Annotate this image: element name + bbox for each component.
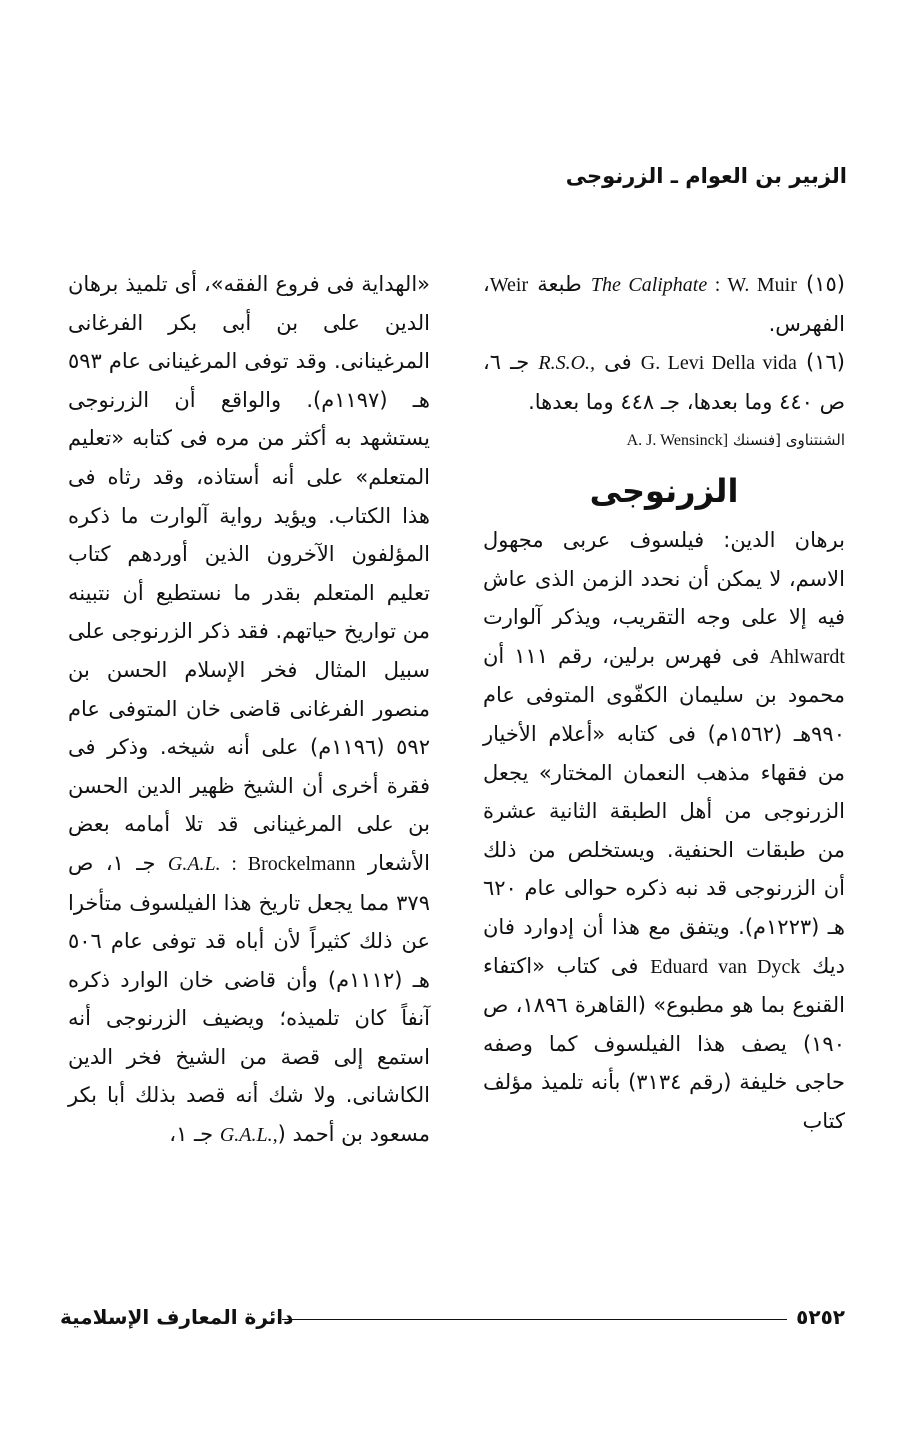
article-body-left: [68, 265, 430, 1155]
body-text-3: فى كتاب «اكتفاء القنوع بما هو مطبوع» (القاهرة ١٨٩٦، ص ١٩٠) يصف هذا الفيلسوف كما وصفه حاجى خليفة (رقم ٣١٣٤) بأنه تلميذ مؤلف كتاب: [483, 953, 846, 1133]
body-text-2: فى فهرس برلين، رقم ١١١ أن محمود بن سليمان الكفّوى المتوفى عام ٩٩٠هـ (١٥٦٢م) فى كتابه «أعلام الأخيار من فقهاء مذهب النعمان المختار» يجعل الزرنوجى من أهل الطبقة الثانية عشرة من طبقات الحنفية. ويستخلص من ذلك أن الزرنوجى قد نبه ذكره حوالى عام ٦٢٠ هـ (١٢٢٣م). ويتفق مع هذا أن إدوارد فان ديك: [483, 643, 846, 978]
left-text-2: جـ ١، ص ٣٧٩ مما يجعل تاريخ هذا الفيلسوف متأخرا عن ذلك كثيراً لأن أباه قد توفى عام ٥٠٦ هـ (١١١٢م) وأن قاضى خان الوارد ذكره آنفاً كان تلميذه؛ ويضيف الزرنوجى أنه استمع إلى قصة من الشيخ فخر الدين الكاشانى. ولا شك أنه قصد بذلك أبا بكر مسعود بن أحمد (: [68, 850, 430, 1147]
footnote-15-arabic-1: طبعة: [537, 272, 582, 296]
right-column: [483, 265, 845, 1140]
left-latin-gal-2: G.A.L.,: [219, 1124, 278, 1147]
body-latin-ahlwardt: Ahlwardt: [769, 645, 845, 668]
footnote-15-arabic-2: ، الفهرس.: [483, 272, 845, 336]
page-number: ٥٢٥٢: [796, 1305, 845, 1329]
footnote-16-author: G. Levi Della vida: [640, 352, 797, 375]
footnote-16-arabic-1: فى: [604, 350, 632, 375]
footnote-15-number: (١٥): [806, 272, 845, 296]
author-byline: [483, 421, 845, 461]
body-text-1: برهان الدين: فيلسوف عربى مجهول الاسم، لا يمكن أن نحدد الزمن الذى عاش فيه إلا على وجه التقريب، ويذكر آلوارت: [483, 527, 845, 630]
footnote-15: [483, 265, 845, 343]
running-title: الزبير بن العوام ـ الزرنوجى: [565, 164, 847, 188]
left-latin-gal: G.A.L.: [167, 852, 221, 875]
footnote-16-arabic-2: جـ ٦، ص ٤٤٠ وما بعدها، جـ ٤٤٨ وما بعدها.: [483, 350, 845, 414]
footer-title: دائرة المعارف الإسلامية: [60, 1305, 294, 1329]
byline-arabic: الشنتناوى [فنسنك: [732, 431, 845, 450]
left-text-3: جـ ١،: [169, 1122, 214, 1147]
body-latin-van-dyck: Eduard van Dyck: [650, 955, 801, 978]
footer-rule: [282, 1319, 787, 1320]
left-latin-brockelmann: G.A.L. : Brockelmann: [167, 852, 356, 875]
left-column: [68, 265, 430, 1155]
page-footer: [60, 1305, 845, 1335]
footnote-16-journal: R.S.O.,: [538, 352, 596, 375]
article-body-right: [483, 521, 845, 1141]
footnote-15-latin-2: Weir: [489, 274, 529, 296]
footnote-15-title-italic: The Caliphate: [590, 274, 708, 296]
left-text-1: «الهداية فى فروع الفقه»، أى تلميذ برهان الدين على بن أبى بكر الفرغانى المرغينانى. وقد توفى المرغينانى عام ٥٩٣ هـ (١١٩٧م). والواقع أن الزرنوجى يستشهد به أكثر من مره فى كتابه «تعليم المتعلم» على أنه أستاذه، وقد رثاه فى هذا الكتاب. ويؤيد رواية آلوارت ما ذكره المؤلفون الآخرون الذين أوردهم كتاب تعليم المتعلم بقدر ما نستطيع أن نتبينه من تواريخ حياتهم. فقد ذكر الزرنوجى على سبيل المثال فخر الإسلام الحسن بن منصور الفرغانى قاضى خان المتوفى عام ٥٩٢ (١١٩٦م) على أنه شيخه. وذكر فى فقرة أخرى أن الشيخ ظهير الدين الحسن بن على المرغينانى قد تلا أمامه بعض الأشعار: [68, 272, 430, 875]
footnote-15-sep: :: [707, 274, 728, 296]
footnote-16: [483, 343, 845, 421]
footnote-15-author: W. Muir: [727, 274, 797, 296]
footnote-16-number: (١٦): [805, 350, 845, 375]
byline-latin: A. J. Wensinck]: [626, 432, 729, 450]
footnote-15-latin: [591, 274, 797, 296]
article-title: الزرنوجى: [589, 471, 739, 510]
